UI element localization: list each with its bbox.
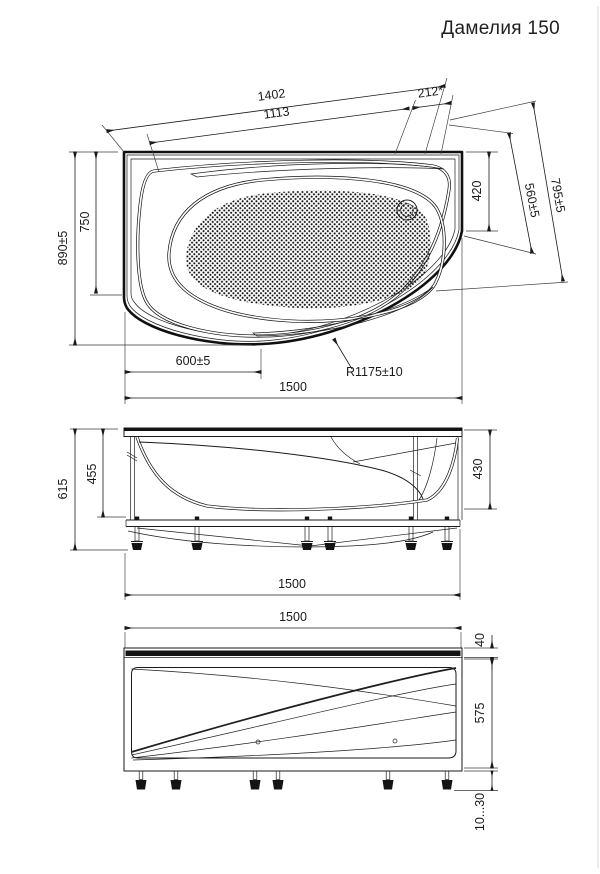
dim-r1175: R1175±10 <box>346 365 403 379</box>
dim-1113: 1113 <box>262 104 291 122</box>
front-view-dimensions <box>473 633 492 831</box>
dim-600: 600±5 <box>175 354 211 368</box>
dim-455: 455 <box>85 463 99 485</box>
dim-430: 430 <box>471 458 485 480</box>
rim-strip <box>126 651 461 657</box>
side-view-dimensions <box>56 429 490 595</box>
panel-face <box>132 668 457 759</box>
dim-1500-front: 1500 <box>279 610 307 624</box>
drawing-title: Дамелия 150 <box>441 18 560 39</box>
dim-560: 560±5 <box>521 181 543 219</box>
frame-rail <box>126 520 460 546</box>
dim-40: 40 <box>473 633 487 647</box>
anti-slip-texture <box>186 191 431 309</box>
dim-212: 212* <box>416 83 445 101</box>
dim-1500-top: 1500 <box>279 380 307 394</box>
dim-615: 615 <box>56 478 70 500</box>
side-view <box>56 428 497 600</box>
front-view <box>124 610 498 831</box>
dim-575: 575 <box>473 702 487 724</box>
top-view <box>56 78 568 404</box>
dim-890: 890±5 <box>56 230 70 266</box>
dim-750: 750 <box>78 211 92 233</box>
side-view-extension-lines <box>70 429 497 600</box>
frame-posts <box>127 437 462 521</box>
dim-1402: 1402 <box>256 86 287 104</box>
panel-curves <box>132 668 457 760</box>
frame-legs <box>131 517 453 551</box>
dim-1500-side: 1500 <box>278 577 306 591</box>
dim-420: 420 <box>470 180 484 202</box>
dim-10-30: 10...30 <box>473 792 487 832</box>
panel-feet <box>136 771 453 790</box>
dim-795: 795±5 <box>548 177 568 214</box>
